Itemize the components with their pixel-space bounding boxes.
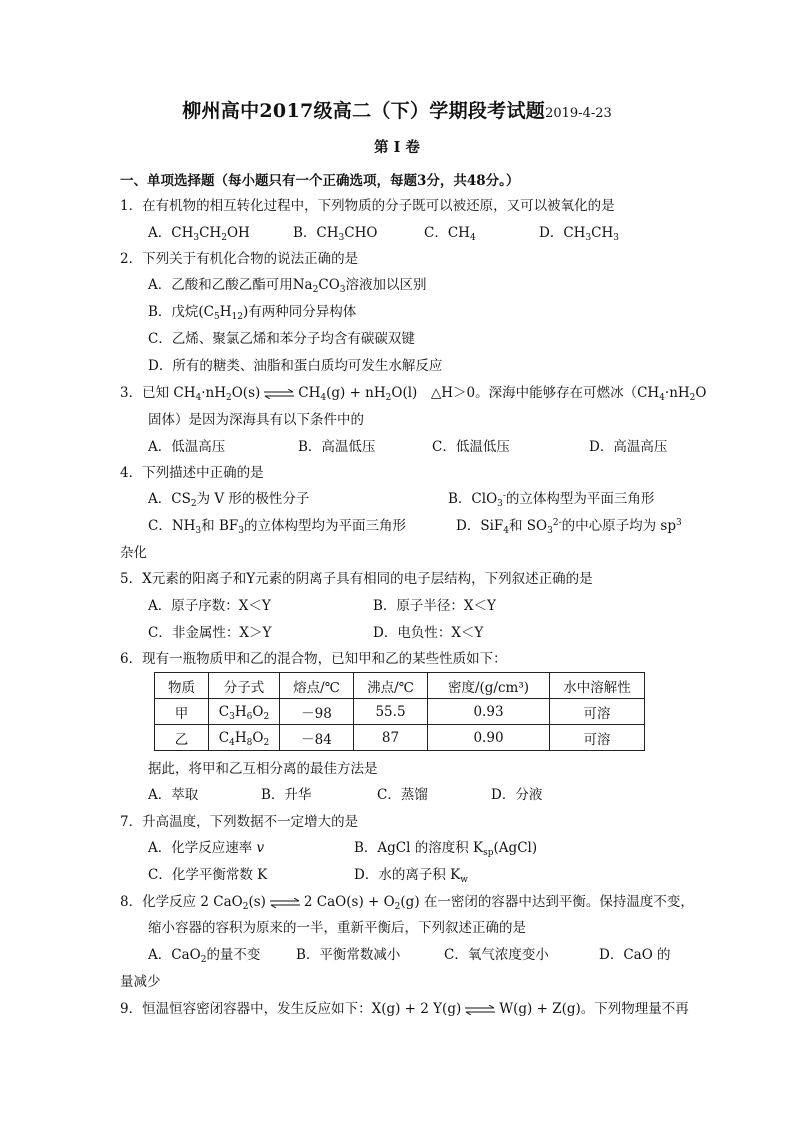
boiling-point: 87 — [354, 725, 428, 751]
q8-option-d: D．CaO 的 — [599, 947, 671, 963]
q2-option-d: D．所有的糖类、油脂和蛋白质均可发生水解反应 — [148, 358, 443, 374]
section-heading: 一、单项选择题（每小题只有一个正确选项，每题3分，共48分。） — [120, 173, 520, 189]
substance-name: 乙 — [155, 725, 209, 751]
q6-option-a: A．萃取 — [148, 787, 199, 803]
solubility: 可溶 — [550, 725, 645, 751]
title-text: 柳州高中2017级高二（下）学期段考试题 — [182, 100, 546, 122]
equilibrium-arrow-icon — [464, 1005, 496, 1015]
equilibrium-arrow-icon — [263, 389, 295, 399]
properties-table — [154, 672, 645, 751]
q1-option-c: C．$CH_4$ — [424, 225, 476, 243]
table-header-row — [155, 673, 645, 699]
q5-stem: 5．X元素的阳离子和Y元素的阴离子具有相同的电子层结构，下列叙述正确的是 — [120, 571, 593, 587]
header-cell: 熔点/℃ — [280, 673, 354, 699]
q6-option-d: D．分液 — [491, 787, 543, 803]
q3-option-b: B．高温低压 — [298, 439, 376, 455]
header-cell: 沸点/℃ — [354, 673, 428, 699]
q6-after-text: 据此，将甲和乙互相分离的最佳方法是 — [148, 761, 378, 777]
q6-option-c: C．蒸馏 — [377, 787, 428, 803]
q1-option-a: A．$CH_3CH_2OH$ — [148, 225, 250, 243]
q5-option-d: D．电负性：X＜Y — [373, 625, 484, 641]
q5-option-c: C．非金属性：X＞Y — [148, 625, 272, 641]
q6-stem: 6．现有一瓶物质甲和乙的混合物，已知甲和乙的某些性质如下： — [120, 651, 507, 667]
q4-wrap-text: 杂化 — [120, 545, 147, 561]
exam-title — [0, 96, 794, 123]
q5-option-a: A．原子序数：X＜Y — [148, 598, 271, 614]
q8-option-a: A．CaO$_2$的量不变 — [148, 947, 261, 965]
boiling-point: 55.5 — [354, 699, 428, 725]
formula-cell: $C_3H_6O_2$ — [209, 699, 280, 725]
q7-stem: 7．升高温度，下列数据不一定增大的是 — [120, 814, 359, 830]
q3-option-c: C．低温低压 — [432, 439, 510, 455]
q7-option-b: B．AgCl 的溶度积 $K_{sp}(AgCl)$ — [354, 840, 538, 858]
melting-point: －84 — [280, 725, 354, 751]
q4-stem: 4．下列描述中正确的是 — [120, 465, 264, 481]
q3-stem-line2: 固体）是因为深海具有以下条件中的 — [148, 412, 364, 428]
q1-option-d: D．$CH_3CH_3$ — [539, 225, 620, 243]
q9-stem: 9．恒温恒容密闭容器中，发生反应如下：X(g) + 2 Y(g) W(g) + Z(g)。下列物理量不再 — [120, 1001, 689, 1017]
q4-option-b: B．ClO$_3$-的立体构型为平面三角形 — [448, 491, 655, 509]
q4-option-a: A．$CS_2$为 V 形的极性分子 — [148, 491, 310, 509]
q1-option-b: B．$CH_3CHO$ — [293, 225, 378, 243]
q7-option-a: A．化学反应速率 v — [148, 840, 265, 856]
q2-option-c: C．乙烯、聚氯乙烯和苯分子均含有碳碳双键 — [148, 331, 415, 347]
table-row — [155, 725, 645, 751]
q7-option-c: C．化学平衡常数 K — [148, 867, 268, 883]
substance-name: 甲 — [155, 699, 209, 725]
header-cell: 物质 — [155, 673, 209, 699]
header-cell: 分子式 — [209, 673, 280, 699]
q8-stem: 8．化学反应 2 CaO$_2$(s) 2 $CaO(s) + O_2(g)$ 在一密闭的容器中达到平衡。保持温度不变， — [120, 894, 694, 912]
header-cell: 密度/(g/cm³) — [428, 673, 550, 699]
q1-stem: 1．在有机物的相互转化过程中，下列物质的分子既可以被还原，又可以被氧化的是 — [120, 198, 615, 214]
q8-wrap-text: 量减少 — [120, 974, 161, 990]
density: 0.90 — [428, 725, 550, 751]
q2-stem: 2．下列关于有机化合物的说法正确的是 — [120, 251, 359, 267]
q6-option-b: B．升华 — [261, 787, 312, 803]
exam-date: 2019-4-23 — [545, 106, 612, 121]
volume-label: 第 Ⅰ 卷 — [374, 139, 420, 156]
solubility: 可溶 — [550, 699, 645, 725]
table-row — [155, 699, 645, 725]
q8-stem-line2: 缩小容器的容积为原来的一半，重新平衡后，下列叙述正确的是 — [148, 920, 526, 936]
density: 0.93 — [428, 699, 550, 725]
q3-stem: 3．已知 $CH_4\cdot nH_2O(s) CH_4(g) + nH_2O(l)$ △H＞0。深海中能够存在可燃冰（$CH_4\cdot nH_2O$ — [120, 385, 707, 403]
q3-option-d: D．高温高压 — [589, 439, 668, 455]
formula-cell: $C_4H_8O_2$ — [209, 725, 280, 751]
q4-option-c: C．$NH_3$和 $BF_3$的立体构型均为平面三角形 — [148, 518, 406, 536]
q8-option-b: B．平衡常数减小 — [296, 947, 401, 963]
header-cell: 水中溶解性 — [550, 673, 645, 699]
melting-point: －98 — [280, 699, 354, 725]
q3-option-a: A．低温高压 — [148, 439, 226, 455]
q2-option-b: B．戊烷$(C_5H_{12})$有两种同分异构体 — [148, 304, 357, 322]
q2-option-a: A．乙酸和乙酸乙酯可用$Na_2CO_3$溶液加以区别 — [148, 277, 427, 295]
q8-option-c: C．氧气浓度变小 — [444, 947, 549, 963]
q5-option-b: B．原子半径：X＜Y — [373, 598, 496, 614]
q4-option-d: D．SiF$_4$和 $SO_3^{2-}$的中心原子均为 $sp^3$ — [456, 518, 682, 536]
q7-option-d: D．水的离子积 $K_w$ — [354, 867, 468, 885]
equilibrium-arrow-icon — [269, 898, 301, 908]
